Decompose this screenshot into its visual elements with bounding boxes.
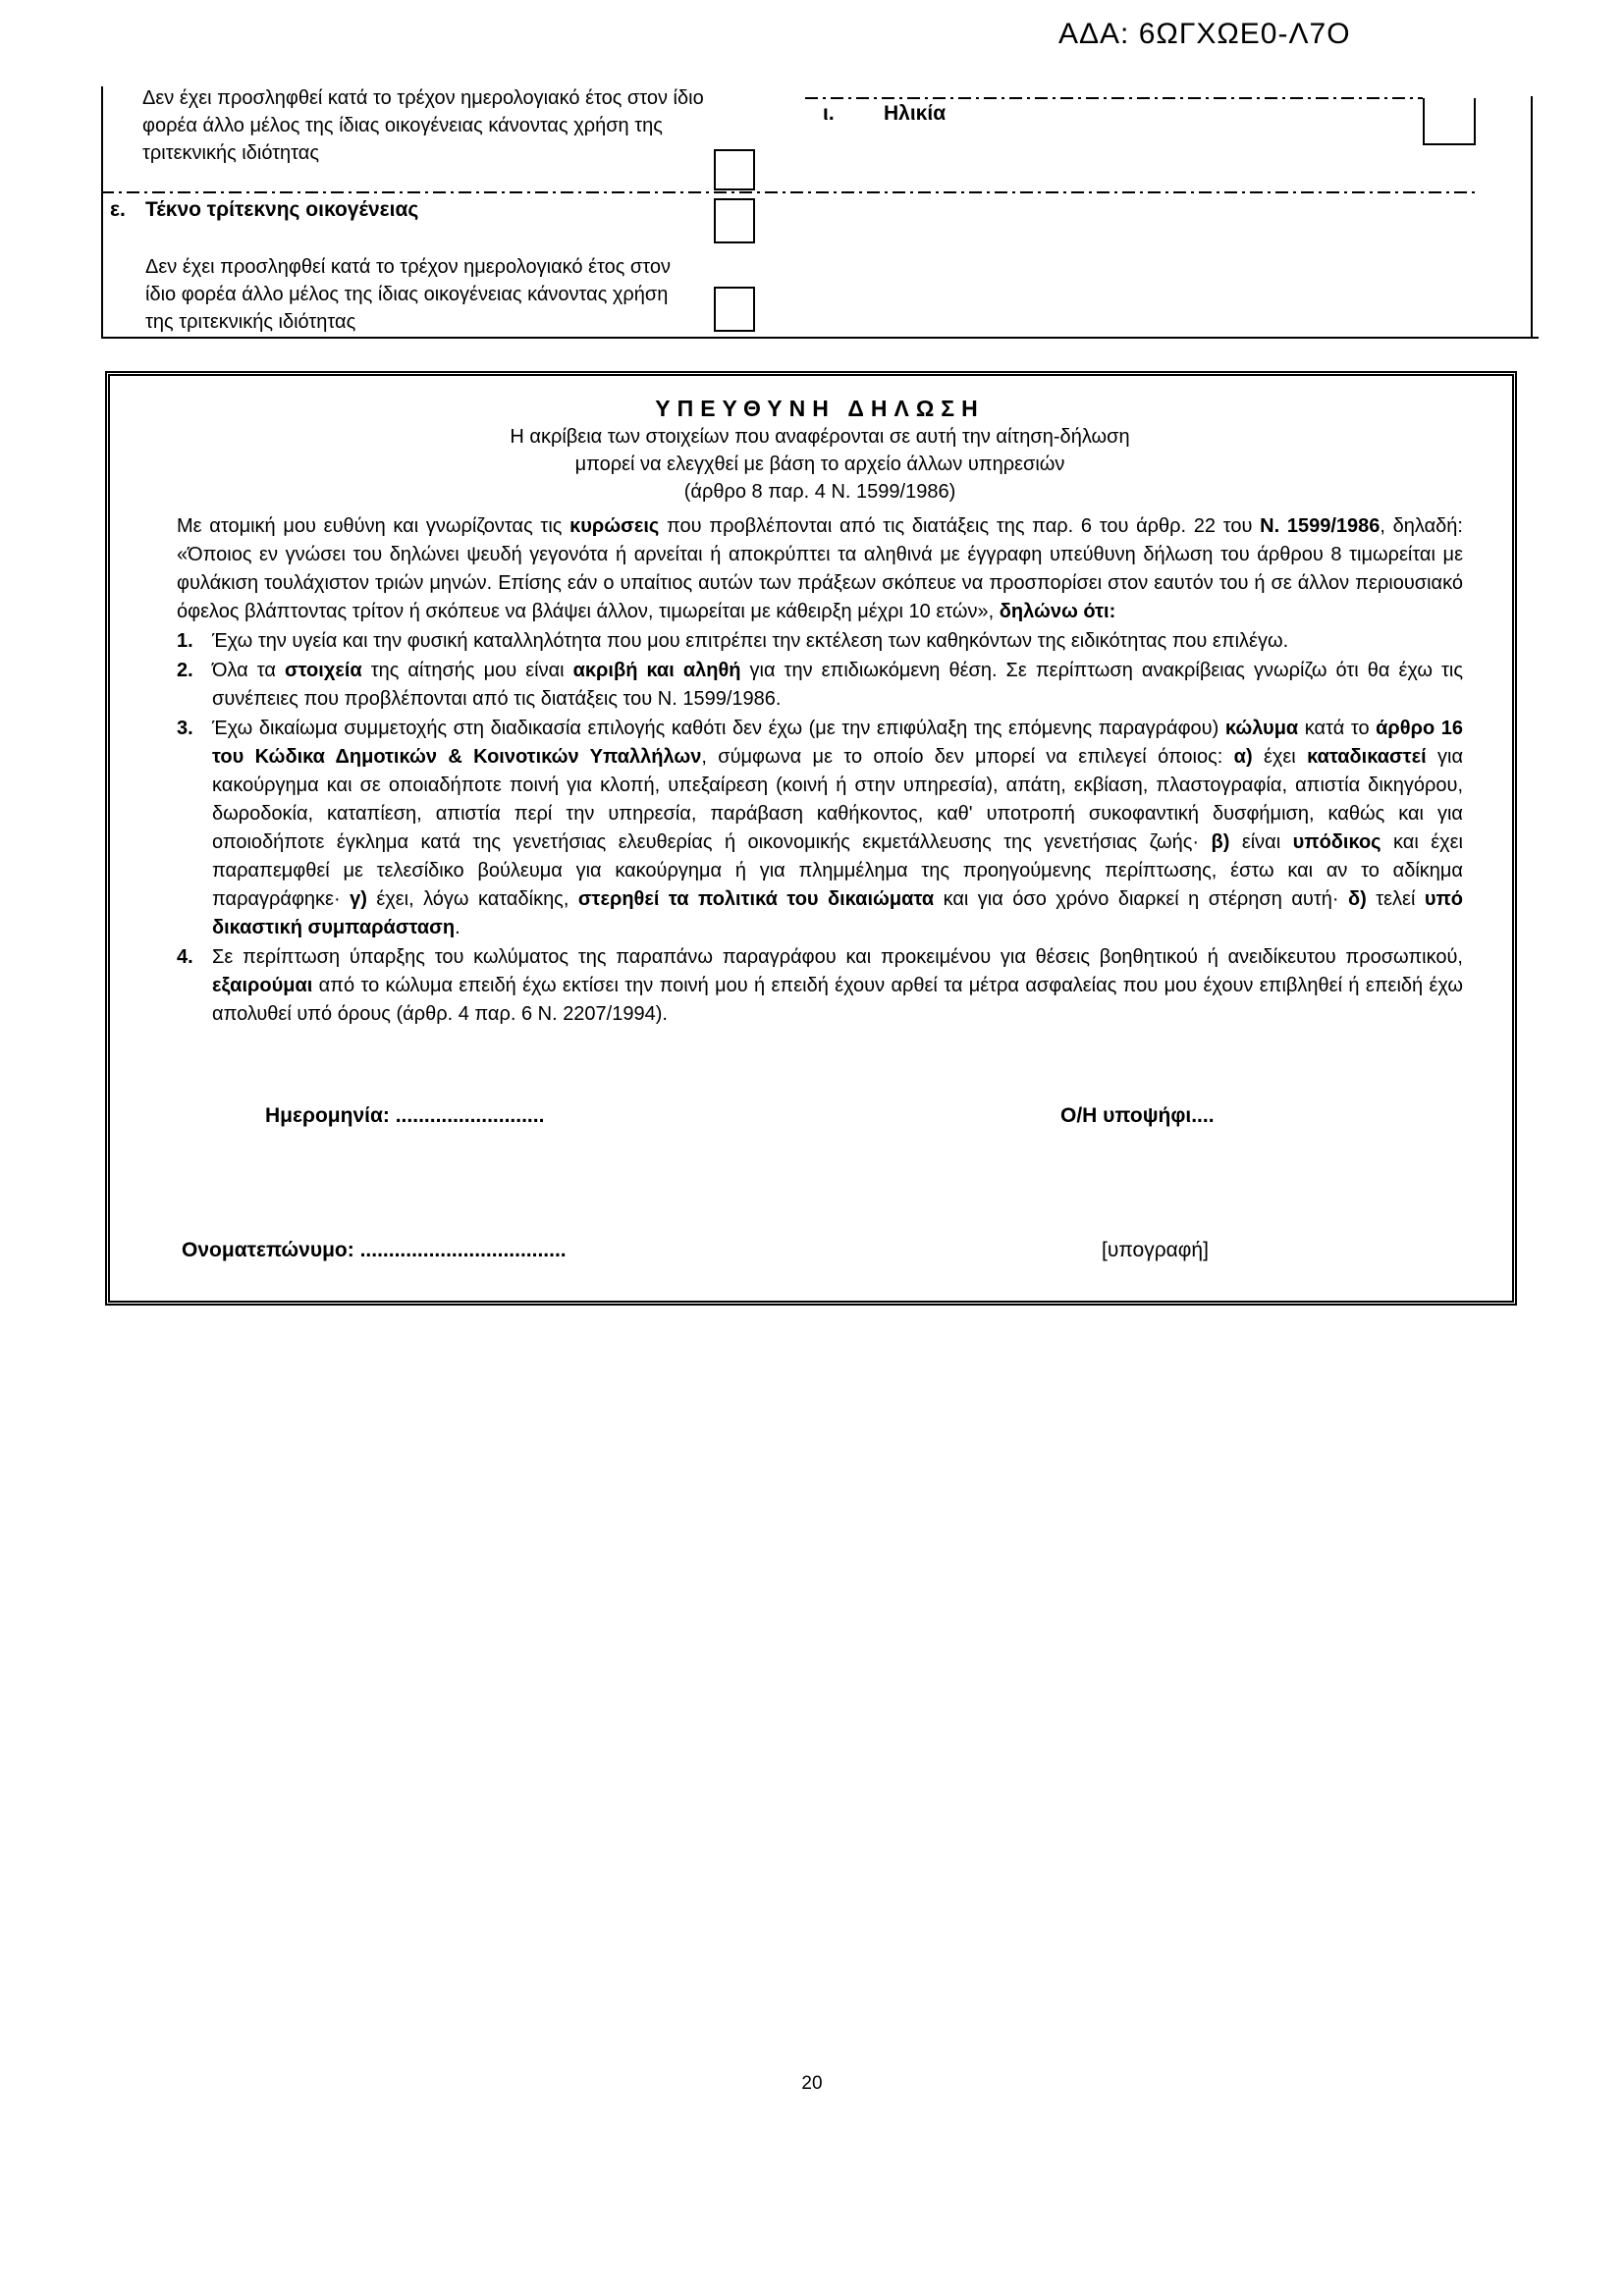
checkbox-tekno-triteknis[interactable]: [714, 198, 755, 243]
checkbox-tritekniki-2[interactable]: [714, 287, 755, 332]
ada-code: ΑΔΑ: 6ΩΓΧΩΕ0-Λ7Ο: [1058, 18, 1351, 50]
page-number: 20: [801, 2073, 823, 2094]
row-title-tekno-triteknis: Τέκνο τρίτεκνης οικογένειας: [145, 198, 419, 221]
declaration-intro: Με ατομική μου ευθύνη και γνωρίζοντας τις κυρώσεις που προβλέπονται από τις διατάξεις της παρ. 6 του άρθρ. 22 του Ν. 1599/1986, δηλαδή: «Όποιος εν γνώσει του δηλώνει ψευδή γεγονότα ή αρνείται ή αποκρύπτει τα αληθινά με έγγραφη υπεύθυνη δήλωση του άρθρου 8 τιμωρείται με φυλάκιση τουλάχιστον τριών μηνών. Επίσης εάν ο υπαίτιος αυτών των πράξεων σκόπευε να προσπορίσει στον εαυτόν του ή σε άλλον περιουσιακό όφελος βλάπτοντας τρίτον ή σκόπευε να βλάψει άλλον, τιμωρείται με κάθειρξη μέχρι 10 ετών», δηλώνω ότι:: [177, 515, 1463, 622]
item-text: Έχω δικαίωμα συμμετοχής στη διαδικασία επιλογής καθότι δεν έχω (με την επιφύλαξη της επόμενης παραγράφου) κώλυμα κατά το άρθρο 16 του Κώδικα Δημοτικών & Κοινοτικών Υπαλλήλων, σύμφωνα με το οποίο δεν μπορεί να επιλεγεί όποιος: α) έχει καταδικαστεί για κακούργημα και σε οποιαδήποτε ποινή για κλοπή, υπεξαίρεση (κοινή ή στην υπηρεσία), απάτη, εκβίαση, πλαστογραφία, απιστία δικηγόρου, δωροδοκία, καταπίεση, απιστία περί την υπηρεσία, παράβαση καθήκοντος, καθ' υποτροπή συκοφαντική δυσφήμιση, καθώς και για οποιοδήποτε έγκλημα κατά της γενετήσιας ελευθερίας ή οικονομικής εκμετάλλευσης της γενετήσιας ζωής· β) είναι υπόδικος και έχει παραπεμφθεί με τελεσίδικο βούλευμα για κακούργημα ή για πλημμέλημα της προηγούμενης περίπτωσης, έστω και αν το αδίκημα παραγράφηκε· γ) έχει, λόγω καταδίκης, στερηθεί τα πολιτικά του δικαιώματα και για όσο χρόνο διαρκεί η στέρηση αυτή· δ) τελεί υπό δικαστική συμπαράσταση.: [212, 718, 1464, 938]
criterion-text-tritekniki-1: Δεν έχει προσληφθεί κατά το τρέχον ημερολογιακό έτος στον ίδιο φορέα άλλο μέλος της ίδιας οικογένειας κάνοντας χρήση της τριτεκνικής ιδιότητας: [142, 87, 704, 164]
table-left-border: [101, 86, 103, 339]
table-right-border: [1531, 96, 1533, 339]
divider-right-column-top: [805, 97, 1423, 99]
item-text: Έχω την υγεία και την φυσική καταλληλότητα που μου επιτρέπει την εκτέλεση των καθηκόντων της ειδικότητας που επιλέγω.: [212, 630, 1289, 652]
declaration-item-1: [177, 627, 1463, 656]
row-title-ilikia: Ηλικία: [884, 102, 947, 125]
checkbox-ilikia[interactable]: [1423, 98, 1476, 145]
candidate-label: Ο/Η υποψήφι....: [1060, 1104, 1215, 1127]
fullname-field-label: Ονοματεπώνυμο: ....................................: [182, 1239, 567, 1261]
declaration-title: ΥΠΕΥΘΥΝΗ ΔΗΛΩΣΗ: [655, 396, 985, 421]
checkbox-tritekniki-1[interactable]: [714, 149, 755, 190]
item-number: 1.: [177, 630, 193, 652]
item-number: 2.: [177, 660, 193, 681]
declaration-subtitle-line2: μπορεί να ελεγχθεί με βάση το αρχείο άλλων υπηρεσιών: [574, 454, 1065, 475]
declaration-item-2: [177, 657, 1463, 714]
declaration-item-list: [177, 627, 1463, 1029]
signature-placeholder: [υπογραφή]: [1102, 1239, 1209, 1261]
declaration-subtitle-line1: Η ακρίβεια των στοιχείων που αναφέρονται σε αυτή την αίτηση-δήλωση: [510, 426, 1130, 448]
item-text: Σε περίπτωση ύπαρξης του κωλύματος της παραπάνω παραγράφου και προκειμένου για θέσεις βοηθητικού ή ανειδίκευτου προσωπικού, εξαιρούμαι από το κώλυμα επειδή έχω εκτίσει την ποινή μου ή επειδή έχουν αρθεί τα μέτρα ασφαλείας που μου έχουν επιβληθεί ή επειδή έχω απολυθεί υπό όρους (άρθρ. 4 παρ. 6 Ν. 2207/1994).: [212, 946, 1463, 1025]
item-number: 3.: [177, 718, 193, 739]
date-field-label: Ημερομηνία: ..........................: [265, 1104, 545, 1127]
item-number: 4.: [177, 946, 193, 968]
row-index-epsilon: ε.: [110, 198, 126, 221]
table-bottom-border: [101, 337, 1539, 339]
declaration-item-3: [177, 715, 1463, 942]
divider-row-separator: [101, 191, 1476, 193]
criterion-text-tritekniki-2: Δεν έχει προσληφθεί κατά το τρέχον ημερολογιακό έτος στον ίδιο φορέα άλλο μέλος της ίδιας οικογένειας κάνοντας χρήση της τριτεκνικής ιδιότητας: [145, 256, 671, 333]
declaration-item-4: [177, 943, 1463, 1029]
declaration-subtitle-line3: (άρθρο 8 παρ. 4 Ν. 1599/1986): [683, 481, 956, 503]
item-text: Όλα τα στοιχεία της αίτησής μου είναι ακριβή και αληθή για την επιδιωκόμενη θέση. Σε περίπτωση ανακρίβειας γνωρίζω ότι θα έχω τις συνέπειες που προβλέπονται από τις διατάξεις του Ν. 1599/1986.: [212, 660, 1463, 710]
declaration-box: [105, 371, 1517, 1306]
row-index-iota: ι.: [823, 102, 835, 125]
